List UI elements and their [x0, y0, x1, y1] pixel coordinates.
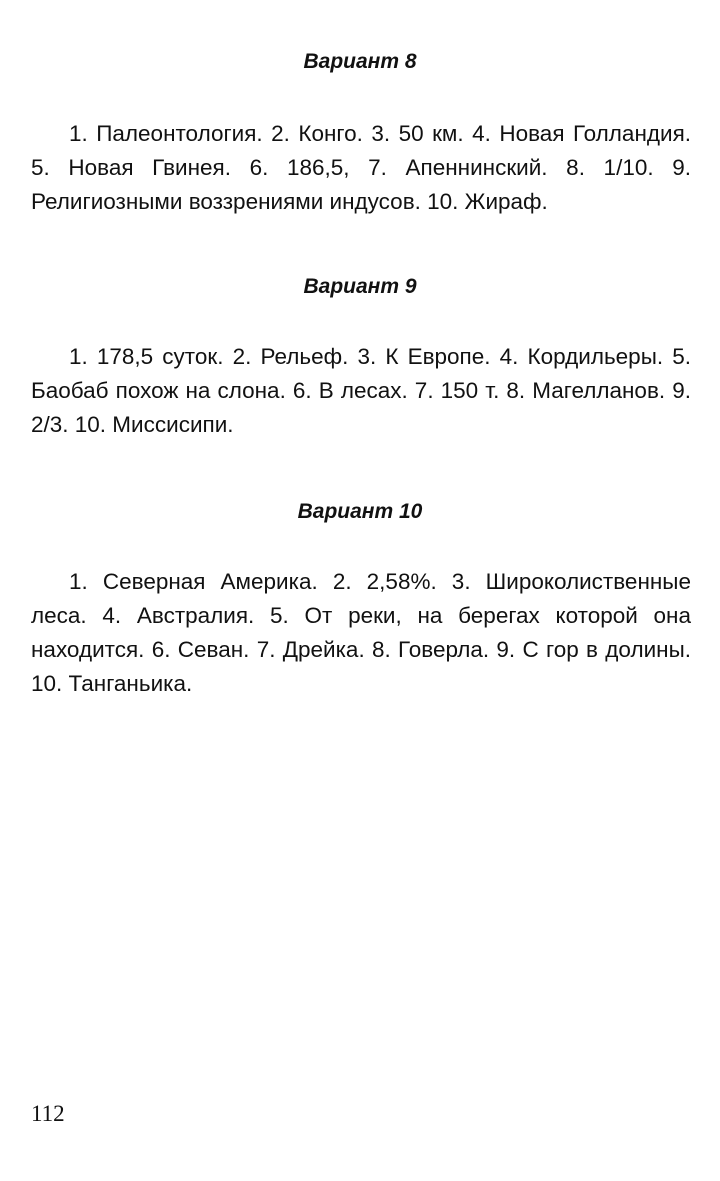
- answers-variant-10: 1. Северная Америка. 2. 2,58%. 3. Широколиственные леса. 4. Австралия. 5. От реки, на берегах которой она находится. 6. Севан. 7. Дрейка. 8. Говерла. 9. С гор в долины. 10. Танганьика.: [31, 569, 691, 696]
- heading-variant-8: Вариант 8: [303, 50, 417, 73]
- heading-variant-10: Вариант 10: [297, 500, 423, 523]
- heading-variant-9: Вариант 9: [303, 275, 417, 298]
- answers-variant-8: 1. Палеонтология. 2. Конго. 3. 50 км. 4. Новая Голландия. 5. Новая Гвинея. 6. 186,5, 7. Апеннинский. 8. 1/10. 9. Религиозными воззрениями индусов. 10. Жираф.: [31, 121, 691, 214]
- answers-variant-9: 1. 178,5 суток. 2. Рельеф. 3. К Европе. 4. Кордильеры. 5. Баобаб похож на слона. 6. В лесах. 7. 150 т. 8. Магелланов. 9. 2/3. 10. Миссисипи.: [31, 344, 691, 437]
- page-number: 112: [31, 1101, 65, 1126]
